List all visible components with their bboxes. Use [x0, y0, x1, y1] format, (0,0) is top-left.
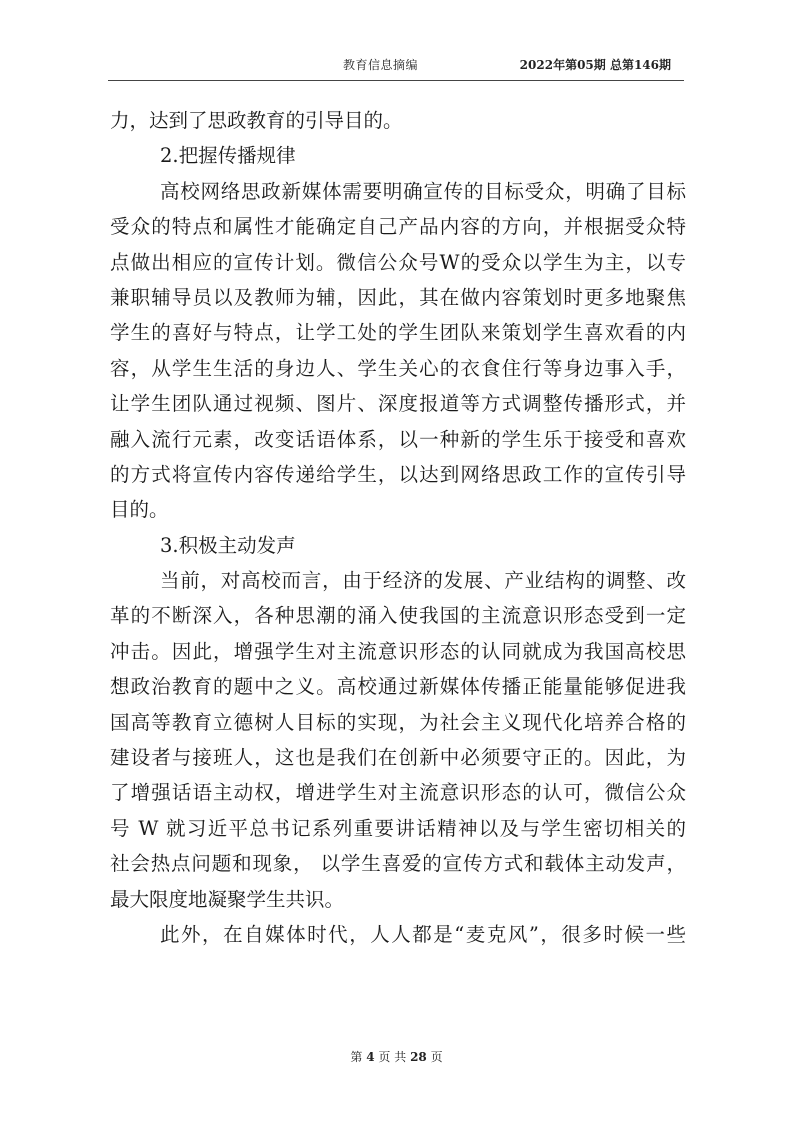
- text-line: 了增强话语主动权，增进学生对主流意识形态的认可，微信公众: [110, 781, 686, 805]
- text-line: 高校网络思政新媒体需要明确宣传的目标受众，明确了目标: [160, 179, 686, 203]
- text-line: 建设者与接班人，这也是我们在创新中必须要守正的。因此，为: [110, 746, 686, 770]
- text-line: 想政治教育的题中之义。高校通过新媒体传播正能量能够促进我: [110, 675, 686, 699]
- page-number: 4: [366, 1050, 375, 1064]
- footer-suffix: 页: [430, 1050, 443, 1064]
- page-footer: [0, 1048, 793, 1065]
- text-line: 冲击。因此，增强学生对主流意识形态的认同就成为我国高校思: [110, 639, 686, 663]
- section-heading-2: 2.把握传播规律: [160, 144, 296, 168]
- header-divider: [108, 80, 684, 81]
- text-line: 点做出相应的宣传计划。微信公众号W的受众以学生为主，以专: [110, 250, 686, 274]
- journal-name: 教育信息摘编: [343, 58, 419, 72]
- text-line: 号 W 就习近平总书记系列重要讲话精神以及与学生密切相关的: [110, 816, 686, 840]
- text-line: 此外，在自媒体时代，人人都是“麦克风”，很多时候一些: [160, 922, 686, 946]
- footer-prefix: 第: [350, 1050, 363, 1064]
- text-line: 受众的特点和属性才能确定自己产品内容的方向，并根据受众特: [110, 215, 686, 239]
- text-line: 革的不断深入，各种思潮的涌入使我国的主流意识形态受到一定: [110, 604, 686, 628]
- text-line: 学生的喜好与特点，让学工处的学生团队来策划学生喜欢看的内: [110, 321, 686, 345]
- text-line: 力，达到了思政教育的引导目的。: [110, 109, 403, 132]
- text-line: 的方式将宣传内容传递给学生，以达到网络思政工作的宣传引导: [110, 462, 686, 486]
- text-line: 容，从学生生活的身边人、学生关心的衣食住行等身边事入手，: [110, 356, 686, 380]
- text-line: 当前，对高校而言，由于经济的发展、产业结构的调整、改: [160, 569, 686, 593]
- text-line: 兼职辅导员以及教师为辅，因此，其在做内容策划时更多地聚焦: [110, 285, 686, 309]
- text-line: 最大限度地凝聚学生共识。: [110, 887, 345, 911]
- body-text: [110, 103, 686, 952]
- section-heading-3: 3.积极主动发声: [160, 533, 296, 557]
- footer-middle: 页 共: [378, 1050, 407, 1064]
- text-line: 社会热点问题和现象， 以学生喜爱的宣传方式和载体主动发声，: [110, 852, 686, 876]
- running-header: [0, 56, 793, 76]
- text-line: 让学生团队通过视频、图片、深度报道等方式调整传播形式，并: [110, 392, 686, 416]
- text-line: 融入流行元素，改变话语体系，以一种新的学生乐于接受和喜欢: [110, 427, 686, 451]
- total-pages: 28: [410, 1050, 427, 1064]
- issue-info: 2022年第05期 总第146期: [519, 58, 671, 72]
- text-line: 国高等教育立德树人目标的实现，为社会主义现代化培养合格的: [110, 710, 686, 734]
- text-line: 目的。: [110, 498, 169, 522]
